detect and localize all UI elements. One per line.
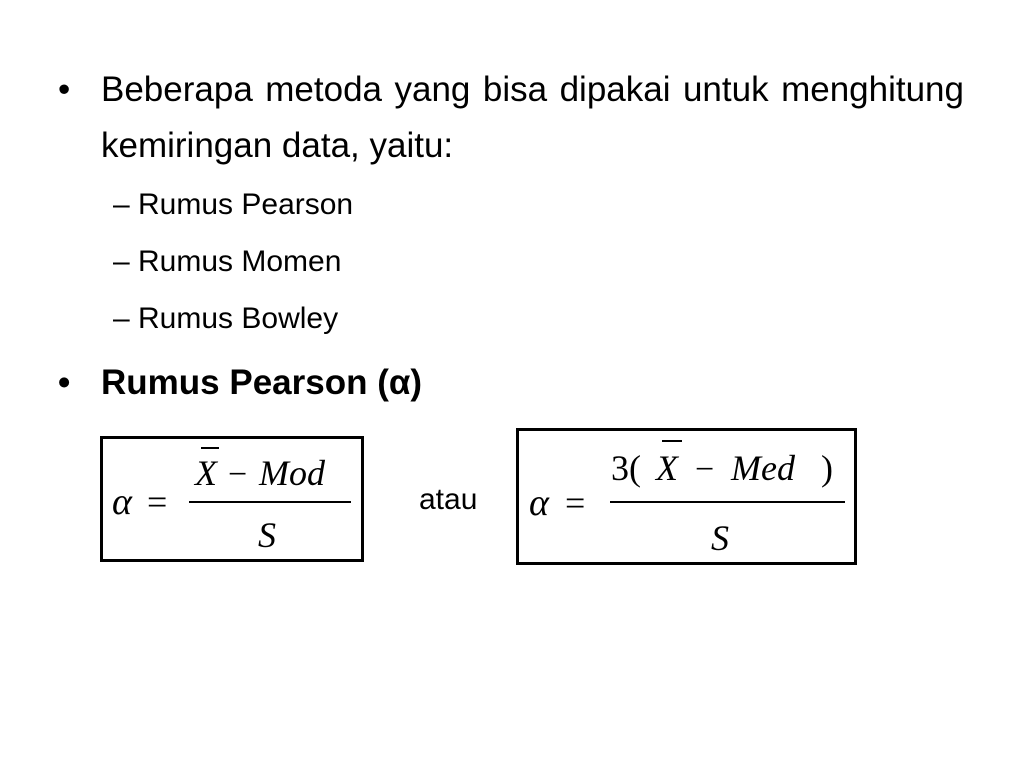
- bullet-pearson-heading: [58, 355, 964, 411]
- formula-alpha: α: [112, 481, 132, 523]
- bullet-methods: [58, 62, 964, 174]
- denominator-s: S: [258, 515, 276, 555]
- numerator-prefix: 3(: [611, 448, 641, 488]
- numerator-mod: Mod: [259, 453, 325, 493]
- numerator-suffix: ): [821, 448, 833, 488]
- bullet-methods-text: Beberapa metoda yang bisa dipakai untuk menghitung kemiringan data, yaitu:: [101, 70, 964, 165]
- denominator-s: S: [711, 518, 729, 558]
- bullet-marker: •: [58, 70, 71, 109]
- pearson-heading-text: Rumus Pearson (α): [101, 363, 423, 402]
- formula-equals: =: [565, 483, 586, 523]
- numerator-med: Med: [731, 448, 795, 488]
- formula-alpha: α: [529, 482, 549, 524]
- numerator-minus: −: [695, 451, 715, 488]
- sub-item-bowley: – Rumus Bowley: [113, 302, 339, 335]
- numerator-x: X: [656, 448, 678, 488]
- formula-median-svg: [519, 431, 854, 562]
- sub-item-momen: – Rumus Momen: [113, 245, 342, 278]
- sub-item-pearson: – Rumus Pearson: [113, 188, 354, 221]
- separator-atau: atau: [419, 483, 478, 516]
- formula-equals: =: [147, 482, 168, 522]
- formula-mode-svg: [103, 439, 361, 559]
- numerator-x: X: [195, 453, 217, 493]
- numerator-minus: −: [228, 456, 248, 493]
- formula-box-median: [516, 428, 857, 565]
- bullet-marker: •: [58, 363, 71, 402]
- formula-box-mode: [100, 436, 364, 562]
